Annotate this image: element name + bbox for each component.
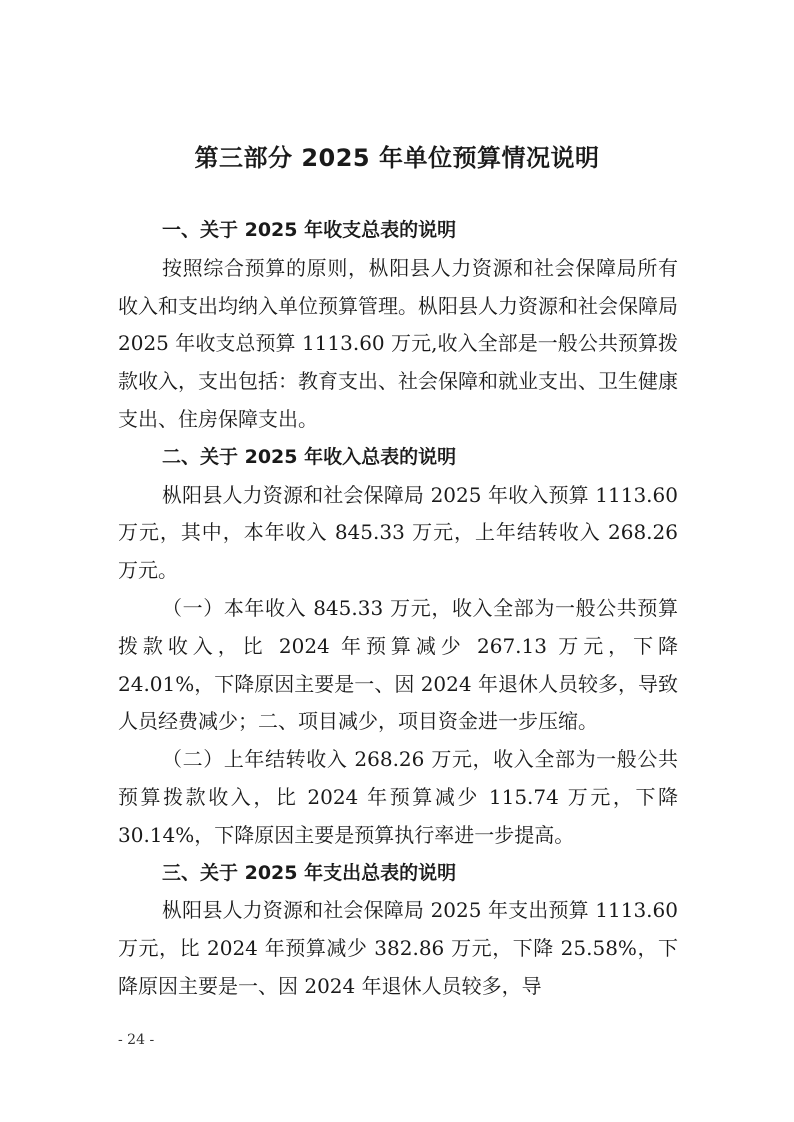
section-2-paragraph-2: （一）本年收入 845.33 万元，收入全部为一般公共预算拨款收入，比 2024 年预算减少 267.13 万元，下降 24.01%，下降原因主要是一、因 2024 年退休人员较多，导致人员经费减少；二、项目减少，项目资金进一步压缩。: [118, 595, 678, 734]
section-2-heading: 二、关于 2025 年收入总表的说明: [162, 445, 457, 468]
page-number: - 24 -: [118, 1032, 155, 1048]
document-title: 第三部分 2025 年单位预算情况说明: [194, 144, 600, 172]
document-body: [118, 212, 678, 1006]
section-1-paragraph-1: 按照综合预算的原则，枞阳县人力资源和社会保障局所有收入和支出均纳入单位预算管理。枞阳县人力资源和社会保障局 2025 年收支总预算 1113.60 万元,收入全部是一般公共预算拨款收入，支出包括：教育支出、社会保障和就业支出、卫生健康支出、住房保障支出。: [118, 255, 678, 431]
section-2-paragraph-1: 枞阳县人力资源和社会保障局 2025 年收入预算 1113.60 万元，其中，本年收入 845.33 万元，上年结转收入 268.26 万元。: [118, 482, 678, 583]
section-2-paragraph-3: （二）上年结转收入 268.26 万元，收入全部为一般公共预算拨款收入，比 2024 年预算减少 115.74 万元，下降 30.14%，下降原因主要是预算执行率进一步提高。: [118, 747, 678, 847]
section-1-heading: 一、关于 2025 年收支总表的说明: [162, 219, 457, 241]
section-3-paragraph-1: 枞阳县人力资源和社会保障局 2025 年支出预算 1113.60 万元，比 2024 年预算减少 382.86 万元，下降 25.58%，下降原因主要是一、因 2024 年退休人员较多，导: [118, 898, 678, 998]
section-3-heading: 三、关于 2025 年支出总表的说明: [162, 861, 457, 884]
